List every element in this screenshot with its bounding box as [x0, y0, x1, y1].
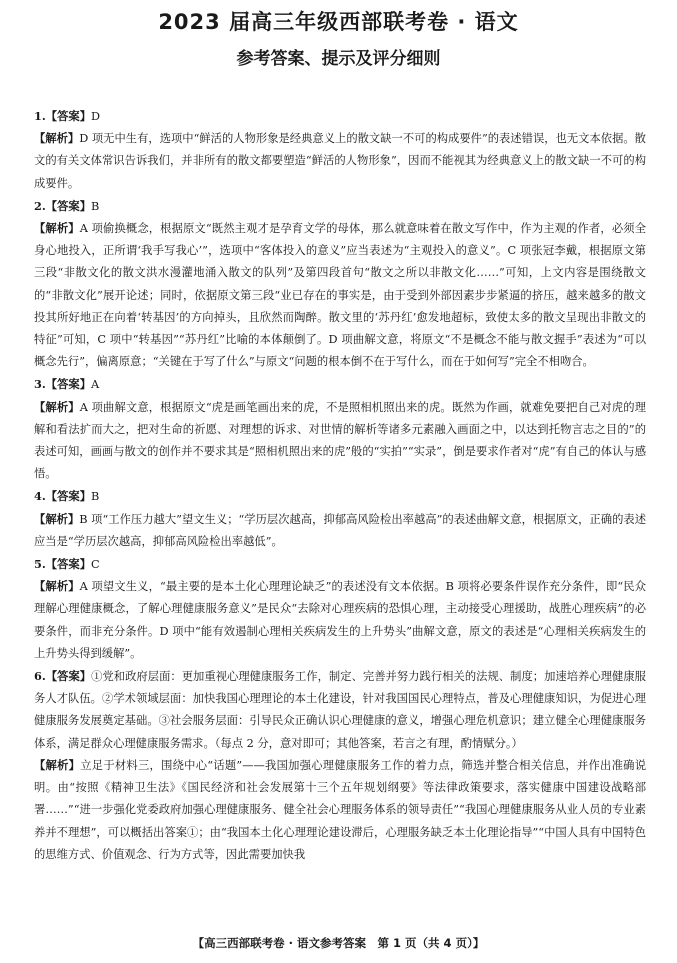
- analysis-tag: 【解析】: [34, 580, 80, 594]
- question-number: 3.: [34, 377, 46, 392]
- question-item: [34, 373, 646, 485]
- page-footer: 【高三西部联考卷 · 语文参考答案 第 1 页（共 4 页）】: [192, 936, 485, 950]
- answer-value: B: [91, 490, 100, 504]
- question-number: 5.: [34, 557, 46, 572]
- analysis-tag: 【解析】: [34, 400, 80, 414]
- question-number: 2.: [34, 198, 46, 213]
- question-number: 1.: [34, 109, 46, 123]
- analysis-text: 立足于材料三，围绕中心“话题”——我国加强心理健康服务工作的着力点，筛选并整合相关信息，并作出准确说明。由“按照《精神卫生法》《国民经济和社会发展第十三个五年规划纲要》等法律政策要求，落实健康中国建设战略部署……”“进一步强化党委政府加强心理健康服务、健全社会心理服务体系的领导责任”“我国心理健康服务从业人员的专业素养并不理想”，可以概括出答案①；由“我国本土化心理理论建设滞后，心理服务缺乏本土化理论指导”“中国人具有中国特色的思维方式、价值观念、行为方式等，因此需要加快我: [34, 758, 646, 861]
- answer-line: [34, 373, 646, 396]
- page-title: 2023 届高三年级西部联考卷 · 语文: [158, 10, 519, 34]
- answer-value: D: [91, 110, 101, 123]
- analysis-paragraph: [34, 397, 646, 486]
- answer-tag: 【答案】: [45, 558, 91, 572]
- answer-content: [34, 105, 646, 866]
- analysis-text: A 项望文生义，“最主要的是本土化心理理论缺乏”的表述没有文本依据。B 项将必要条件误作充分条件，即“民众理解心理健康概念，了解心理健康服务意义”是民众“去除对心理疾病的恐惧心理，主动接受心理援助，战胜心理疾病”的必要条件，而非充分条件。D 项中“能有效遏制心理相关疾病发生的上升势头”曲解文意，原文的表述是“心理相关疾病发生的上升势头得到缓解”。: [34, 580, 646, 660]
- analysis-tag: 【解析】: [34, 512, 80, 526]
- question-number: 6.: [34, 669, 46, 684]
- answer-value: ①党和政府层面：更加重视心理健康服务工作，制定、完善并努力践行相关的法规、制度；加速培养心理健康服务人才队伍。②学术领域层面：加快我国心理理论的本土化建设，针对我国国民心理特点，普及心理健康知识，为促进心理健康服务发展奠定基础。③社会服务层面：引导民众正确认识心理健康的意义，增强心理危机意识；建立健全心理健康服务体系，满足群众心理健康服务需求。（每点 2 分，意对即可；其他答案，若言之有理，酌情赋分。）: [34, 670, 646, 750]
- question-number: 4.: [34, 489, 46, 504]
- analysis-tag: 【解析】: [34, 132, 80, 146]
- answer-tag: 【答案】: [45, 199, 91, 213]
- analysis-paragraph: [34, 509, 646, 553]
- question-item: [34, 195, 646, 374]
- analysis-tag: 【解析】: [34, 758, 81, 772]
- analysis-paragraph: [34, 576, 646, 665]
- answer-tag: 【答案】: [45, 378, 91, 392]
- page-subtitle: 参考答案、提示及评分细则: [236, 49, 441, 69]
- answer-tag: 【答案】: [45, 110, 91, 123]
- analysis-text: A 项偷换概念，根据原文“既然主观才是孕育文学的母体，那么就意味着在散文写作中，作为主观的作者，必须全身心地投入，正所谓‘我手写我心’”，选项中“客体投入的意义”应当表述为“主观投入的意义”。C 项张冠李戴，根据原文第三段“非散文化的散文洪水漫灌地涌入散文的队列”及第四段首句“散文之所以非散文化……”可知，上文内容是围绕散文的“非散文化”展开论述；同时，依据原文第三段“业已存在的事实是，由于受到外部因素步步紧逼的挤压，越来越多的散文投其所好地正在向着‘转基因’的方向掉头，且欣然而陶醉。散文里的‘苏丹红’愈发地超标，致使太多的散文呈现出非散文的特征”可知，C 项中“转基因”“苏丹红”比喻的本体颠倒了。D 项曲解文意，将原文“不是概念不能与散文握手”表述为“可以概念先行”，偏离原意；“关键在于写了什么”与原文“问题的根本倒不在于写什么，而在于如何写”完全不相吻合。: [34, 222, 646, 369]
- answer-paragraph: [34, 665, 646, 755]
- answer-value: A: [91, 378, 100, 392]
- answer-line: [34, 485, 646, 508]
- analysis-tag: 【解析】: [34, 222, 80, 236]
- answer-line: [34, 553, 646, 576]
- question-item: [34, 553, 646, 665]
- answer-line: [34, 105, 646, 128]
- question-item: [34, 105, 646, 195]
- answer-line: [34, 195, 646, 218]
- analysis-text: A 项曲解文意，根据原文“虎是画笔画出来的虎，不是照相机照出来的虎。既然为作画，就难免要把自己对虎的理解和看法扩而大之，把对生命的祈愿、对理想的诉求、对世情的解析等诸多元素融入画面之中，以达到托物言志之目的”的表述可知，画画与散文的创作并不要求其是“照相机照出来的虎”般的“实拍”“实录”，倒是要求作者对“虎”有自己的体认与感悟。: [34, 400, 646, 481]
- answer-tag: 【答案】: [45, 490, 91, 504]
- analysis-paragraph: [34, 755, 646, 866]
- question-item: [34, 665, 646, 866]
- question-item: [34, 485, 646, 553]
- analysis-text: D 项无中生有，选项中“鲜活的人物形象是经典意义上的散文缺一不可的构成要件”的表述错误，也无文本依据。散文的有关文体常识告诉我们，并非所有的散文都要塑造“鲜活的人物形象”，因而不能视其为经典意义上的散文缺一不可的构成要件。: [34, 132, 646, 190]
- answer-value: C: [91, 558, 100, 572]
- analysis-paragraph: [34, 218, 646, 373]
- analysis-text: B 项“工作压力越大”望文生义；“学历层次越高，抑郁高风险检出率越高”的表述曲解文意，根据原文，正确的表述应当是“学历层次越高，抑郁高风险检出率越低”。: [34, 512, 646, 548]
- answer-tag: 【答案】: [45, 670, 92, 684]
- answer-value: B: [91, 199, 100, 213]
- analysis-paragraph: [34, 128, 646, 195]
